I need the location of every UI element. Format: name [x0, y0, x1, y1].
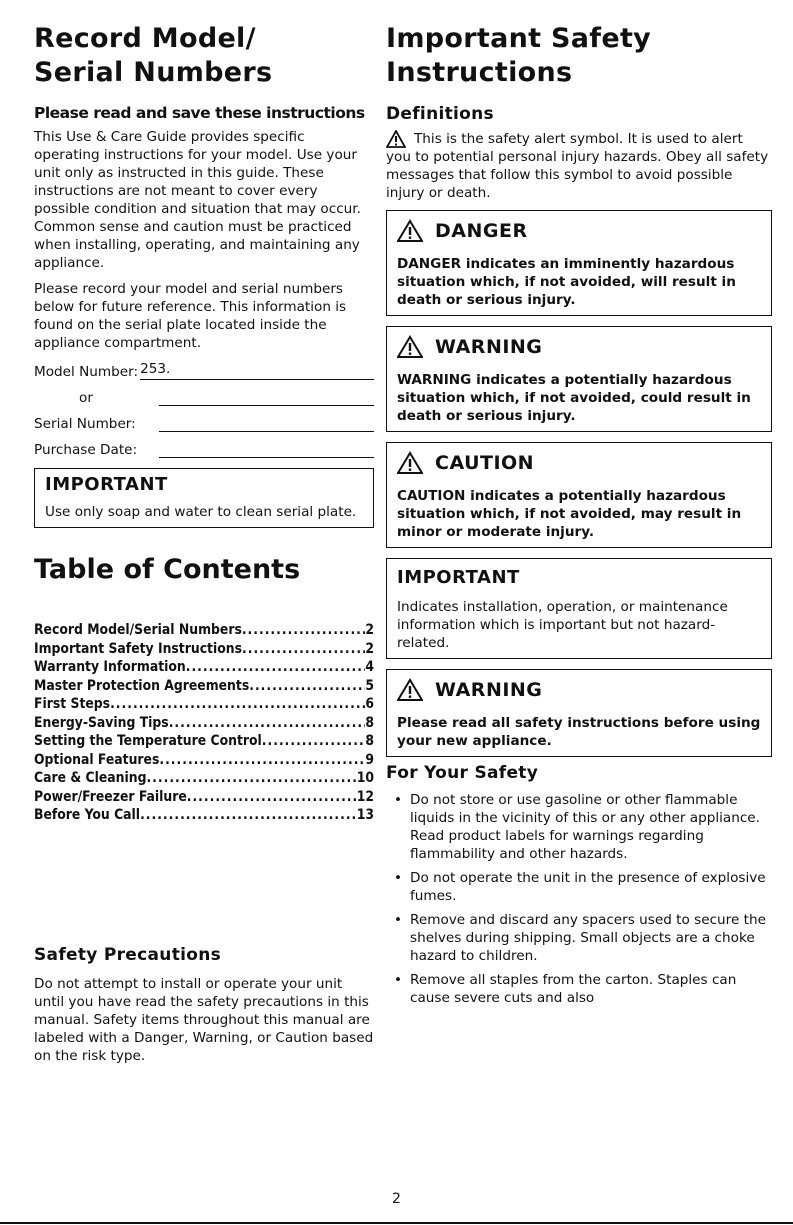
toc-title: Table of Contents	[34, 554, 301, 585]
danger-label: DANGER	[435, 220, 528, 242]
toc-entry-page: 10	[356, 770, 374, 786]
danger-text: DANGER indicates an imminently hazardous situation which, if not avoided, will result in death or serious injury.	[397, 256, 736, 308]
toc-entry-title: Before You Call	[34, 807, 141, 823]
important-box-text: Use only soap and water to clean serial plate.	[45, 504, 357, 520]
toc-entry[interactable]	[34, 751, 374, 770]
warning2-title	[397, 678, 761, 702]
toc-entry-title: Optional Features	[34, 751, 160, 768]
toc-entry[interactable]	[34, 621, 374, 640]
serial-number-row	[34, 412, 374, 432]
or-row	[34, 386, 374, 406]
alt-number-field[interactable]	[159, 387, 374, 406]
toc-entry-page: 12	[356, 788, 374, 805]
toc-leader-dots	[146, 769, 356, 788]
toc-entry-page: 5	[365, 677, 374, 694]
definitions-text	[386, 130, 772, 202]
record-model-title	[34, 22, 374, 90]
toc-leader-dots	[242, 621, 366, 640]
title-line-2: Instructions	[386, 57, 573, 88]
safety-precautions-title: Safety Precautions	[34, 944, 222, 965]
toc-leader-dots	[262, 732, 366, 751]
toc-entry-page: 8	[365, 733, 374, 749]
toc-entry-title: Master Protection Agreements	[34, 677, 250, 694]
caution-text: CAUTION indicates a potentially hazardous situation which, if not avoided, may result in minor or moderate injury.	[397, 488, 742, 540]
toc-entry-title: Care & Cleaning	[34, 770, 147, 786]
warning-box	[386, 326, 772, 432]
title-line-2: Serial Numbers	[34, 57, 273, 88]
warning2-label: WARNING	[435, 679, 543, 701]
model-number-field[interactable]: 253.	[140, 361, 374, 380]
safety-bullet: • Do not operate the unit in the presence of explosive fumes.	[400, 869, 772, 905]
safety-bullet: • Do not store or use gasoline or other flammable liquids in the vicinity of this or any other appliance. Read product labels for warnings regarding flammability and other hazards.	[400, 791, 772, 863]
purchase-date-row	[34, 438, 374, 458]
or-label: or	[79, 390, 93, 406]
right-column	[386, 22, 772, 1013]
title-line-1: Record Model/	[34, 23, 256, 54]
toc-entry[interactable]	[34, 788, 374, 807]
toc-entry-title: Warranty Information	[34, 659, 186, 675]
toc-entry[interactable]	[34, 658, 374, 677]
for-your-safety-title: For Your Safety	[386, 763, 539, 783]
toc-entry-page: 4	[365, 659, 374, 675]
intro-paragraph: This Use & Care Guide provides specific operating instructions for your model. Use your unit only as instructed in this guide. These instructions are not meant to cover every possible condition and situation that may occur. Common sense and caution must be practiced when installing, operating, and maintaining any appliance.	[34, 129, 361, 271]
purchase-date-field[interactable]	[159, 439, 374, 458]
toc-entry-title: Setting the Temperature Control	[34, 733, 262, 749]
toc-leader-dots	[242, 640, 365, 659]
definitions-body: This is the safety alert symbol. It is used to alert you to potential personal injury hazards. Obey all safety messages that follow this symbol to avoid possible injury or death.	[386, 131, 769, 201]
warning-box-2	[386, 669, 772, 757]
toc-list	[34, 621, 374, 825]
toc-entry-page: 2	[365, 640, 374, 657]
toc-entry-title: Power/Freezer Failure	[34, 788, 187, 805]
toc-entry[interactable]	[34, 714, 374, 733]
safety-bullet-list	[386, 791, 772, 1007]
safety-precautions-text: Do not attempt to install or operate your unit until you have read the safety precautions in this manual. Safety items throughout this manual are labeled with a Danger, Warning, or Caution based on the risk type.	[34, 975, 374, 1064]
safety-alert-icon	[397, 335, 423, 359]
important-title: IMPORTANT	[397, 567, 520, 588]
toc-entry[interactable]	[34, 695, 374, 714]
important-safety-title	[386, 22, 772, 90]
left-column	[34, 22, 374, 1073]
safety-alert-icon	[397, 678, 423, 702]
warning2-text: Please read all safety instructions before using your new appliance.	[397, 715, 761, 749]
toc-entry[interactable]	[34, 677, 374, 696]
safety-alert-icon	[386, 130, 406, 148]
read-save-subheading: Please read and save these instructions	[34, 104, 365, 122]
serial-number-label: Serial Number:	[34, 416, 136, 432]
toc-leader-dots	[186, 658, 366, 677]
toc-entry-page: 6	[365, 696, 374, 712]
safety-alert-icon	[397, 451, 423, 475]
warning-label: WARNING	[435, 336, 543, 358]
toc-leader-dots	[159, 751, 365, 770]
toc-entry[interactable]	[34, 732, 374, 751]
toc-entry-page: 9	[365, 751, 374, 768]
toc-leader-dots	[140, 806, 357, 825]
toc-entry[interactable]	[34, 769, 374, 788]
purchase-date-label: Purchase Date:	[34, 442, 138, 458]
model-number-row	[34, 360, 374, 380]
caution-title	[397, 451, 761, 475]
toc-entry-title: First Steps	[34, 696, 111, 712]
danger-box	[386, 210, 772, 316]
title-line-1: Important Safety	[386, 23, 652, 54]
important-box-right	[386, 558, 772, 659]
toc-entry[interactable]	[34, 640, 374, 659]
definitions-title: Definitions	[386, 104, 494, 124]
serial-number-field[interactable]	[159, 413, 374, 432]
model-number-label: Model Number:	[34, 364, 139, 380]
bottom-rule	[0, 1222, 793, 1224]
toc-leader-dots	[169, 714, 366, 733]
toc-entry-title: Record Model/Serial Numbers	[34, 622, 242, 638]
caution-box	[386, 442, 772, 548]
toc-leader-dots	[110, 695, 365, 714]
toc-leader-dots	[249, 677, 365, 696]
toc-entry[interactable]	[34, 806, 374, 825]
warning-text: WARNING indicates a potentially hazardous situation which, if not avoided, could result in death or serious injury.	[397, 372, 751, 424]
important-text: Indicates installation, operation, or maintenance information which is important but not hazard-related.	[397, 599, 728, 651]
toc-entry-title: Important Safety Instructions	[34, 640, 243, 657]
toc-entry-title: Energy-Saving Tips	[34, 714, 169, 731]
toc-entry-page: 2	[365, 622, 374, 638]
record-paragraph: Please record your model and serial numbers below for future reference. This information is found on the serial plate located inside the appliance compartment.	[34, 281, 347, 351]
danger-title	[397, 219, 761, 243]
warning-title	[397, 335, 761, 359]
page-number: 2	[392, 1191, 401, 1207]
safety-alert-icon	[397, 219, 423, 243]
important-box-title: IMPORTANT	[45, 474, 168, 495]
toc-leader-dots	[187, 788, 357, 807]
toc-entry-page: 13	[356, 807, 374, 823]
toc-entry-page: 8	[365, 714, 374, 731]
caution-label: CAUTION	[435, 452, 535, 474]
safety-bullet: • Remove and discard any spacers used to secure the shelves during shipping. Small objects are a choke hazard to children.	[400, 911, 772, 965]
important-box	[34, 468, 374, 528]
safety-bullet: • Remove all staples from the carton. Staples can cause severe cuts and also	[400, 971, 772, 1007]
